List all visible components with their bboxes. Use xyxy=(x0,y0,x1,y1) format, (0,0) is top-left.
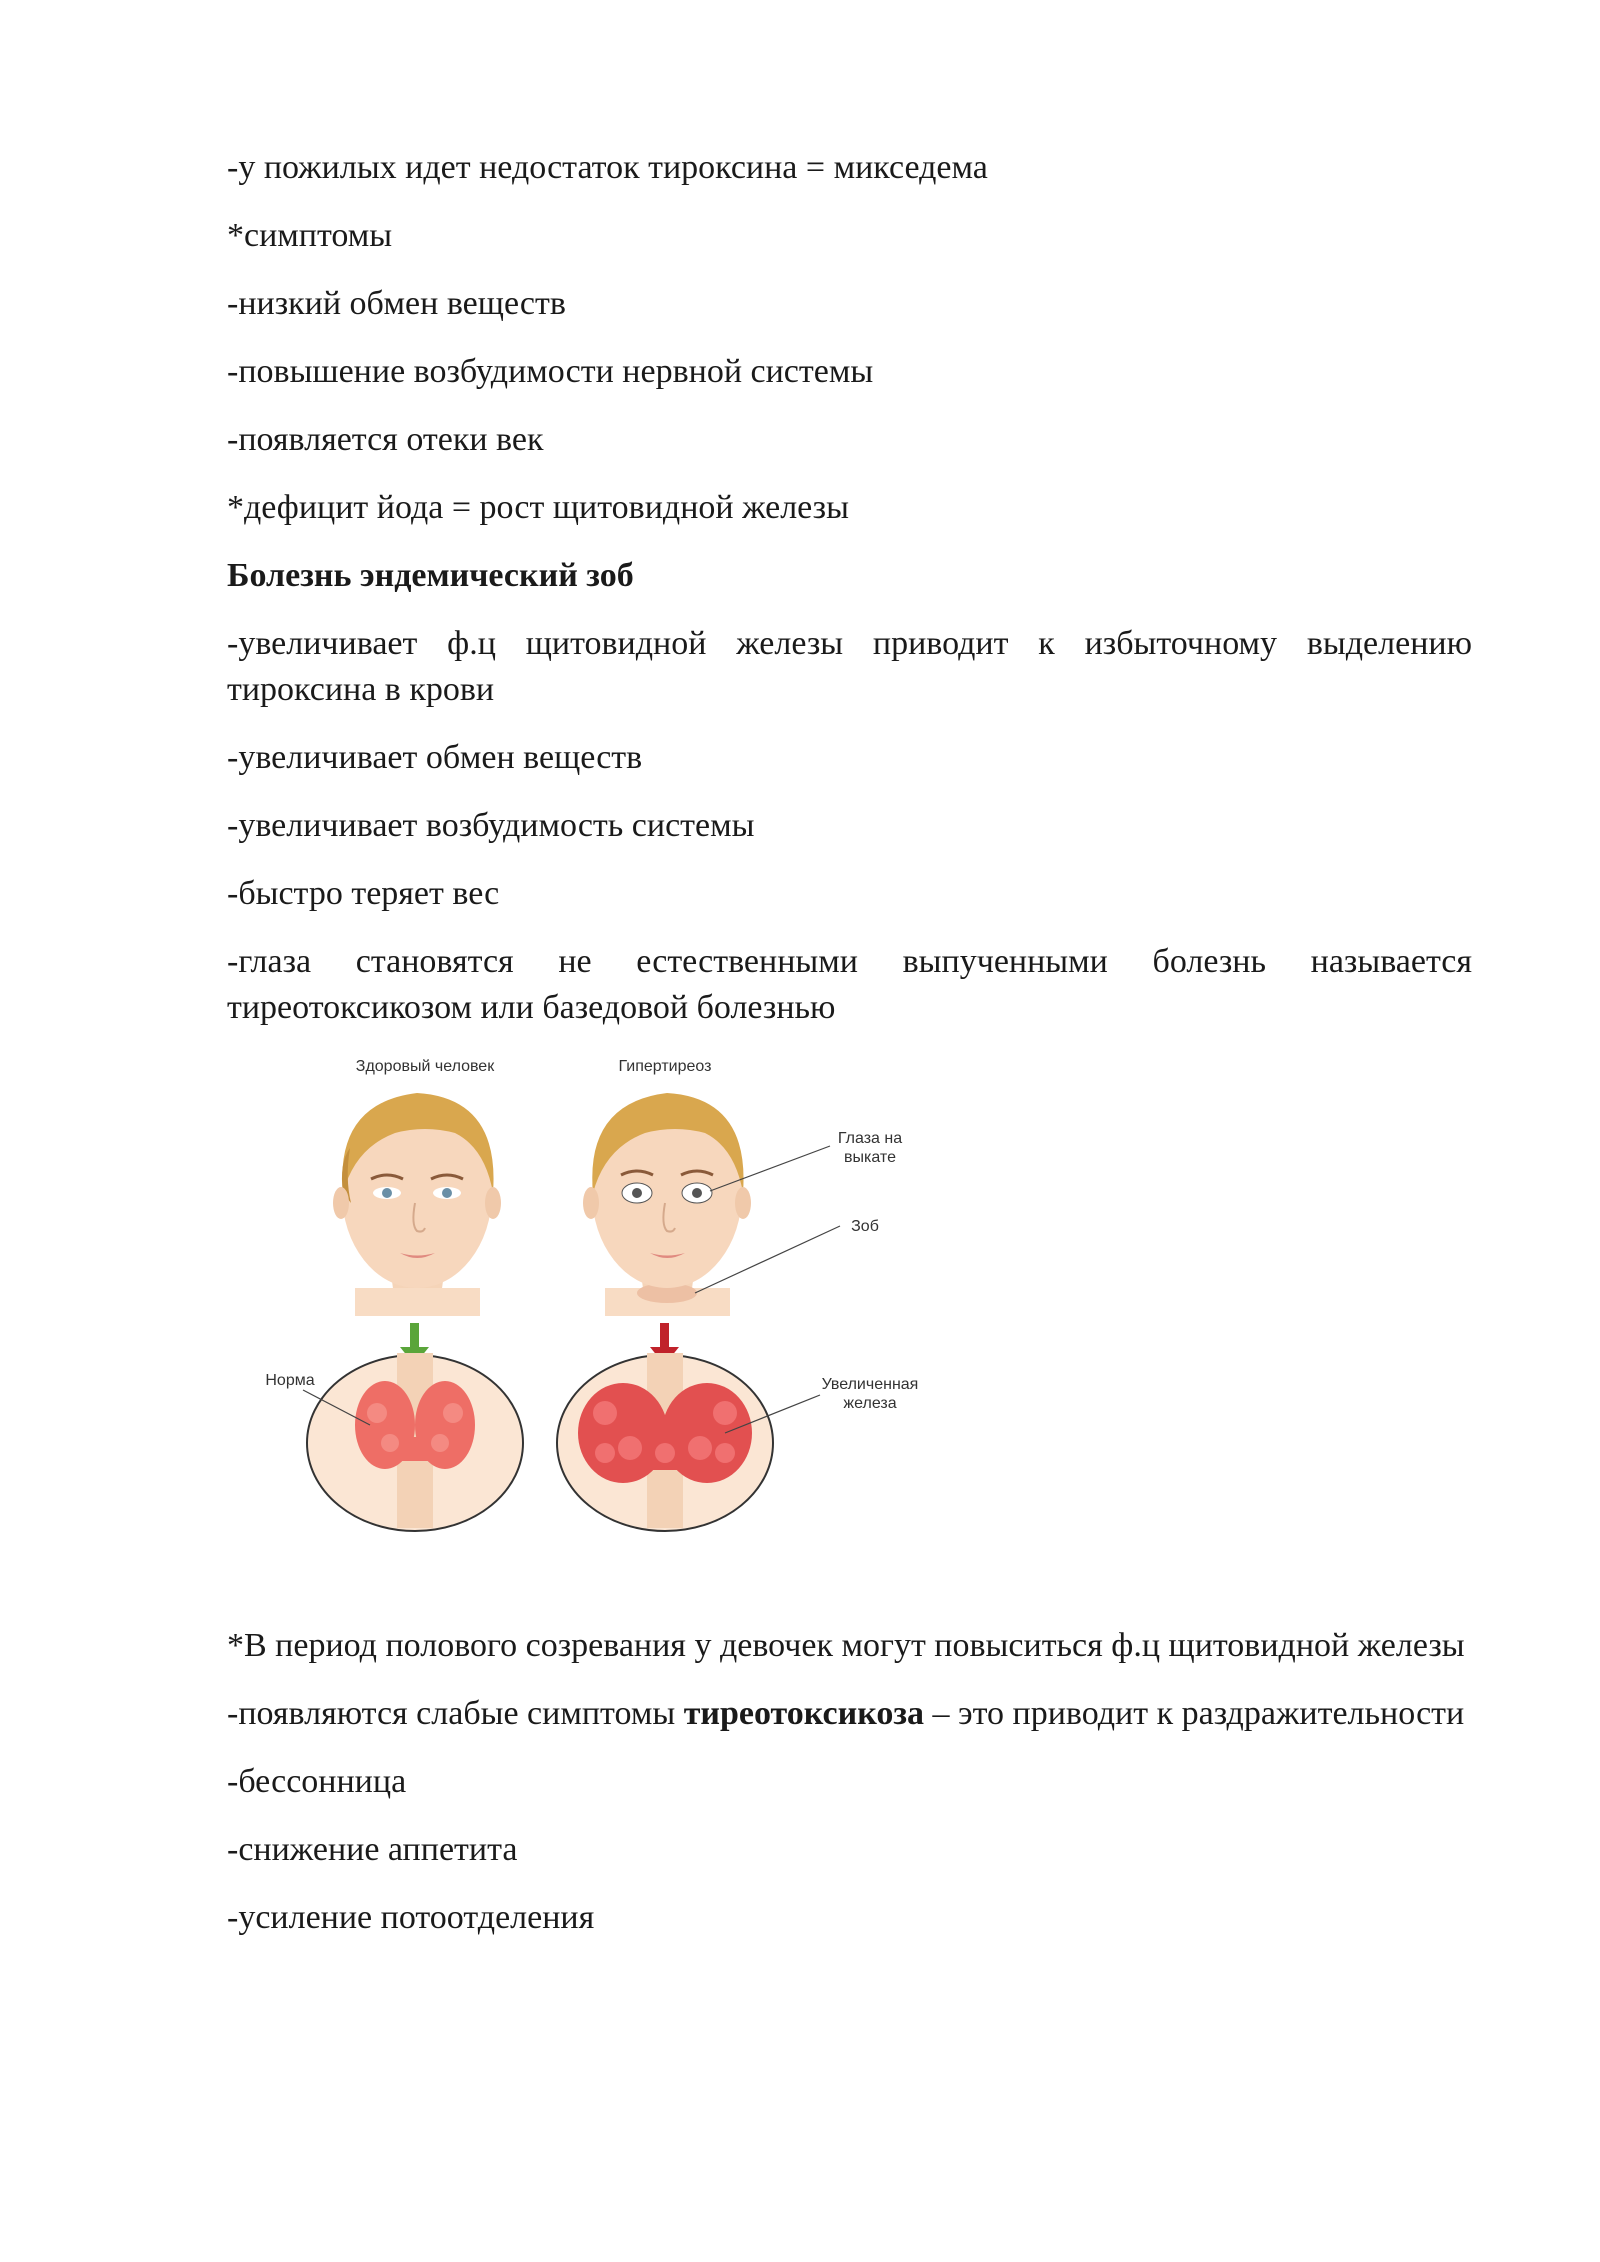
goiter-label: Зоб xyxy=(851,1218,879,1235)
paragraph: -усиление потоотделения xyxy=(227,1899,595,1936)
paragraph: -увеличивает ф.ц щитовидной железы приводит к избыточному выделению тироксина в крови xyxy=(227,625,1472,708)
hyperthyroid-face-drawing xyxy=(583,1093,840,1316)
paragraph: *симптомы xyxy=(227,217,393,254)
paragraph xyxy=(227,1691,1472,1737)
paragraph: -низкий обмен веществ xyxy=(227,285,566,322)
section-heading: Болезнь эндемический зоб xyxy=(227,557,634,594)
paragraph: -бессонница xyxy=(227,1763,407,1800)
paragraph: -у пожилых идет недостаток тироксина = микседема xyxy=(227,149,988,186)
thyroid-illustration xyxy=(255,1053,995,1553)
document-page xyxy=(227,145,1472,1963)
healthy-person-label: Здоровый человек xyxy=(355,1058,495,1075)
healthy-face-drawing xyxy=(333,1093,501,1316)
normal-thyroid-drawing xyxy=(303,1353,523,1531)
paragraph: -быстро теряет вес xyxy=(227,875,500,912)
paragraph: -увеличивает возбудимость системы xyxy=(227,807,755,844)
paragraph: -снижение аппетита xyxy=(227,1831,518,1868)
paragraph: -увеличивает обмен веществ xyxy=(227,739,643,776)
hyperthyroidism-label: Гипертиреоз xyxy=(618,1058,712,1075)
bold-term: тиреотоксикоза xyxy=(683,1695,925,1732)
paragraph: -глаза становятся не естественными выпученными болезнь называется тиреотоксикозом или базедовой болезнью xyxy=(227,943,1472,1026)
enlarged-thyroid-drawing xyxy=(557,1353,820,1531)
paragraph-text: -появляются слабые симптомы xyxy=(227,1695,684,1732)
normal-label: Норма xyxy=(265,1372,315,1389)
paragraph: -появляется отеки век xyxy=(227,421,544,458)
paragraph-text: – это приводит к раздражительности xyxy=(924,1695,1465,1732)
paragraph: *В период полового созревания у девочек могут повыситься ф.ц щитовидной железы xyxy=(227,1627,1465,1664)
thyroid-illustration-graphic xyxy=(255,1053,995,1553)
paragraph: *дефицит йода = рост щитовидной железы xyxy=(227,489,849,526)
paragraph: -повышение возбудимости нервной системы xyxy=(227,353,874,390)
enlarged-gland-label: Увеличенная железа xyxy=(821,1376,919,1412)
bulging-eyes-label: Глаза на выкате xyxy=(837,1130,903,1166)
